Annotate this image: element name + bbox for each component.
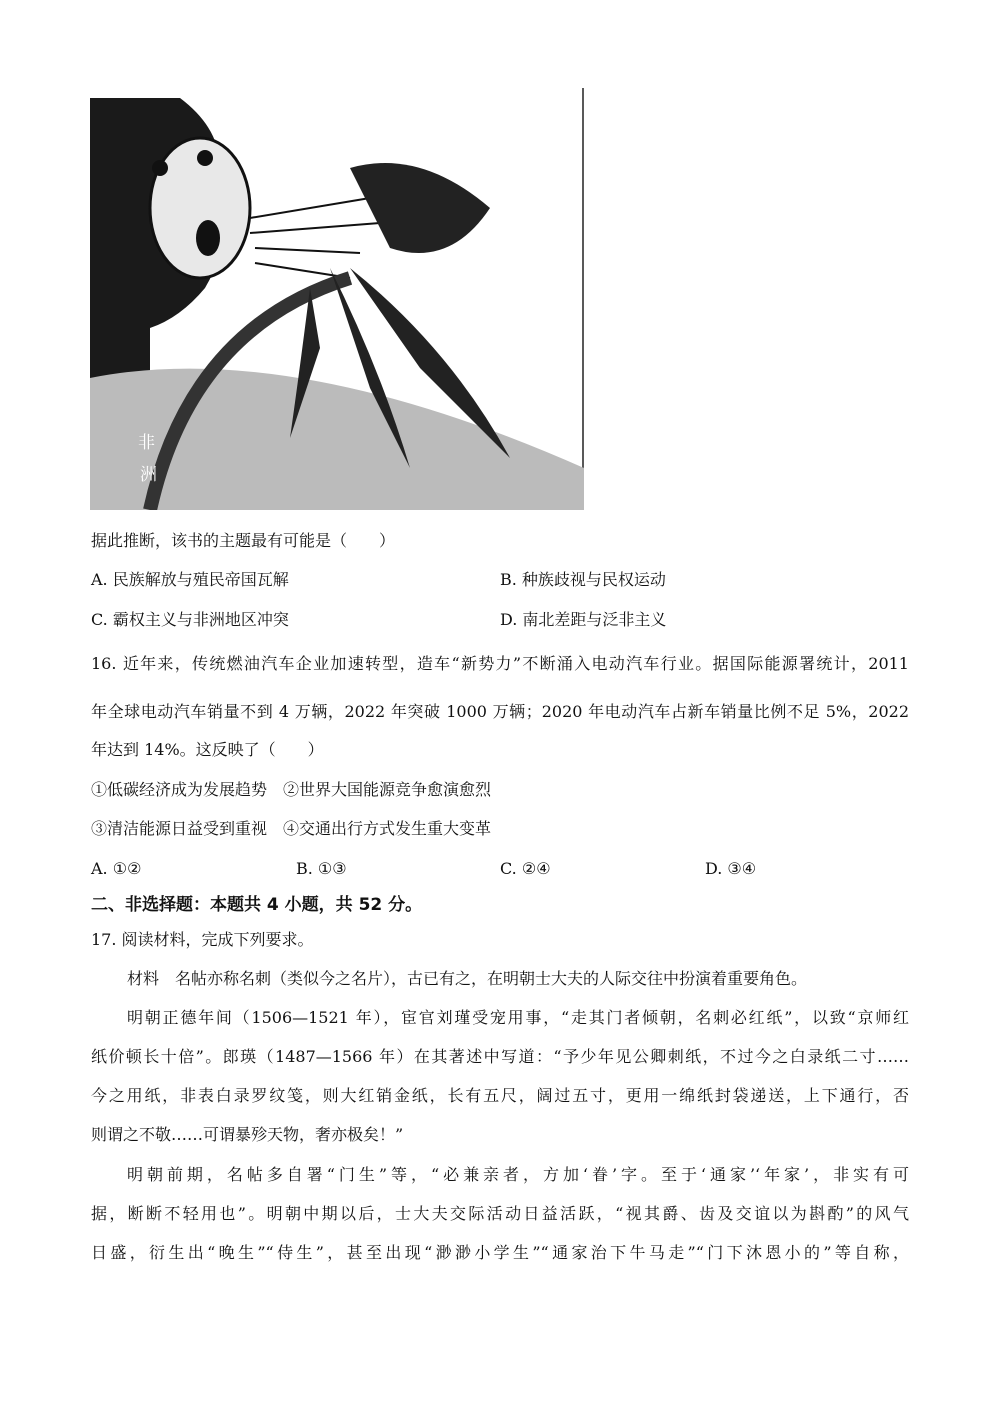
q17-material-line: 明朝正德年间（1506—1521 年），宦官刘瑾受宠用事，“走其门者倾朝，名刺必红纸”，以致“京师红 [127,1008,909,1027]
cartoon-illustration [90,88,584,510]
section-heading: 二、非选择题：本题共 4 小题，共 52 分。 [91,895,423,915]
q16-option-c: C. ②④ [500,859,551,878]
q16-option-a: A. ①② [91,859,142,878]
q17-material-line: 据，断断不轻用也”。明朝中期以后，士大夫交际活动日益活跃，“视其爵、齿及交谊以为斟酌”的风气 [91,1204,909,1223]
q17-material-line: 纸价顿长十倍”。郎瑛（1487—1566 年）在其著述中写道：“予少年见公卿刺纸，不过今之白录纸二寸…… [91,1047,909,1066]
q16-line: 年达到 14%。这反映了（ ） [91,740,324,759]
q15-option-a: A. 民族解放与殖民帝国瓦解 [91,570,289,589]
q16-line: 年全球电动汽车销量不到 4 万辆，2022 年突破 1000 万辆；2020 年电动汽车占新车销量比例不足 5%，2022 [91,702,909,721]
q17-stem: 17. 阅读材料，完成下列要求。 [91,930,314,949]
q17-material-line: 今之用纸，非表白录罗纹笺，则大红销金纸，长有五尺，阔过五寸，更用一绵纸封袋递送，上下通行，否 [91,1086,909,1105]
q17-material-line: 则谓之不敬……可谓暴殄天物，奢亦极矣！” [91,1125,404,1144]
q15-stem: 据此推断，该书的主题最有可能是（ ） [91,531,396,550]
q16-option-b: B. ①③ [296,859,347,878]
q15-option-c: C. 霸权主义与非洲地区冲突 [91,610,289,629]
africa-label: 非 [138,433,155,453]
q16-item: ①低碳经济成为发展趋势 ②世界大国能源竞争愈演愈烈 [91,780,492,799]
q15-option-b: B. 种族歧视与民权运动 [500,570,666,589]
q17-material-line: 材料 名帖亦称名刺（类似今之名片），古已有之，在明朝士大夫的人际交往中扮演着重要角色。 [127,969,808,988]
svg-text:洲: 洲 [140,465,157,485]
q16-option-d: D. ③④ [705,859,757,878]
q17-material-line: 明朝前期，名帖多自署“门生”等，“必兼亲者，方加‘眷’字。至于‘通家’‘年家’，非实有可 [127,1165,909,1184]
q16-line: 16. 近年来，传统燃油汽车企业加速转型，造车“新势力”不断涌入电动汽车行业。据国际能源署统计，2011 [91,654,909,673]
q16-item: ③清洁能源日益受到重视 ④交通出行方式发生重大变革 [91,819,492,838]
q15-option-d: D. 南北差距与泛非主义 [500,610,667,629]
q17-material-line: 日盛，衍生出“晚生”“侍生”，甚至出现“渺渺小学生”“通家治下牛马走”“门下沐恩小的”等自称， [91,1243,909,1262]
